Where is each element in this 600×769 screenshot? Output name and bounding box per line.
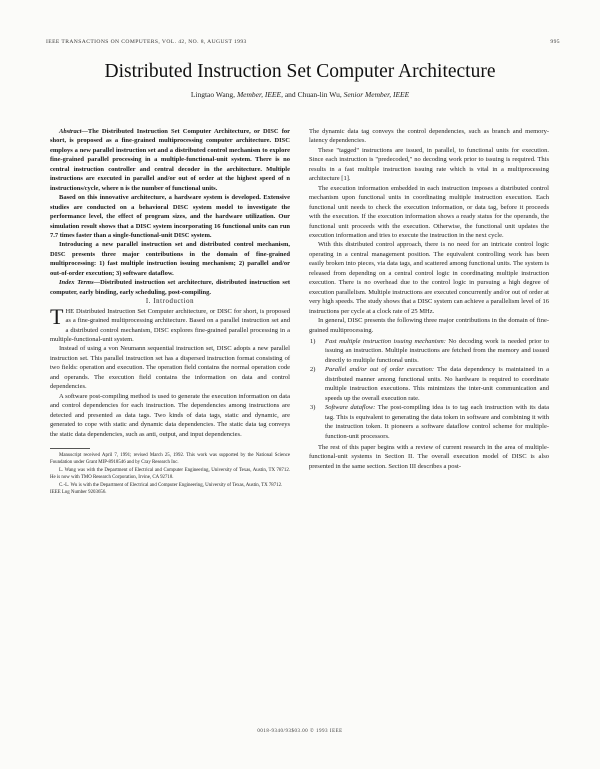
drop-cap: T (50, 303, 64, 329)
body-paragraph-2: These "tagged" instructions are issued, in parallel, to functional units for execution. Since each instruction is "predecoded," no decoding work prior to issuing is required. This results in a fast multiple instruction issuing rate which is vital in a multiprocessing architecture [1]. (309, 146, 549, 183)
page-number: 995 (550, 39, 560, 45)
author-2-role: Senior Member, IEEE (343, 90, 410, 99)
contribution-item (309, 365, 549, 403)
contribution-text: The post-compiling idea is to tag each instruction with its data tag. This is equivalent to generating the data token in software and combining it with the instruction token. It pioneers a software dataflow control scheme for multiple-function-unit processors. (325, 404, 549, 440)
footnote-author-2: C.-L. Wu is with the Department of Electrical and Computer Engineering, University of Texas, Austin, TX 78712. (59, 482, 283, 488)
contribution-lead: Fast multiple instruction issuing mechanism: (325, 337, 446, 345)
intro-paragraph-2: Instead of using a von Neumann sequential instruction set, DISC adopts a new parallel instruction set. This parallel instruction set has a dispersed instruction format consisting of two fields: operation and execution. The operation field contains the normal operation code and operands. The execution field contains the information on data and control dependencies. (50, 345, 290, 391)
contribution-number: 3) (310, 404, 316, 412)
intro-paragraph-1 (50, 303, 290, 345)
body-paragraph-6: The rest of this paper begins with a review of current research in the area of multiple-functional-unit systems in Section II. The overall execution model of DISC is also presented in the same section. Section III describes a post- (309, 443, 549, 470)
index-terms-text: Distributed instruction set architecture, distributed instruction set computer, early binding, early scheduling, post-compiling. (50, 279, 291, 296)
contribution-text: The data dependency is maintained in a distributed manner among functional units. No hardware is required to coordinate multiple instruction executions. This minimizes the inter-unit communication and speeds up the overall execution rate. (325, 366, 549, 402)
abstract-paragraph-3: Introducing a new parallel instruction set and distributed control mechanism, DISC presents three major contributions in the domain of fine-grained multiprocessing: 1) fast multiple instruction issuing mechanism; 2) parallel and/or out-of-order execution; 3) software dataflow. (50, 241, 290, 277)
contribution-item (309, 403, 549, 441)
contribution-number: 1) (310, 337, 316, 345)
author-2-name: Chuan-lin Wu, (297, 90, 342, 99)
abstract-label: Abstract— (59, 128, 88, 135)
contribution-text: No decoding work is needed prior to issuing an instruction. Multiple instructions are fetched from the memory and issued directly to multiple functional units. (325, 337, 550, 364)
body-paragraph-3: The execution information embedded in each instruction imposes a distributed control mechanism upon functional units in coordinating multiple instruction execution. Each functional unit needs to check the execution information, or data tag, before it proceeds with the execution. If the execution information shows a ready status for the operands, the functional unit proceeds with the execution. Otherwise, the functional unit updates the execution information and tries to execute the instruction in the next cycle. (309, 184, 549, 239)
body-paragraph-1: The dynamic data tag conveys the control dependencies, such as branch and memory-latency dependencies. (309, 128, 549, 145)
footnote-author-1: L. Wang was with the Department of Electrical and Computer Engineering, University of Texas, Austin, TX 78712. He is now with TMO Research Corporation, Irvine, CA 92718. (50, 467, 290, 481)
copyright-line: 0018-9340/93$03.00 © 1993 IEEE (257, 729, 343, 734)
contribution-lead: Software dataflow: (325, 404, 376, 412)
body-paragraph-5: In general, DISC presents the following three major contributions in the domain of fine-grained multiprocessing. (309, 317, 549, 334)
footnote-divider (50, 448, 90, 449)
author-1-name: Lingtao Wang, (190, 90, 236, 99)
running-head (46, 39, 560, 45)
contribution-lead: Parallel and/or out of order execution: (325, 366, 434, 374)
body-paragraph-4: With this distributed control approach, there is no need for an intricate control logic operating in a central management position. The equivalent controlling work has been easily broken into pieces, via data tags, and scattered among functional units. The system is released from depending on a central control logic in coordinating multiple instruction execution. There is no overhead due to the control logic in pursuing a high degree of execution parallelism. Multiple instructions are executed concurrently and/or out of order at very high speeds. The study shows that a DISC system can achieve a parallelism level of 16 instructions per cycle at a clock rate of 25 MHz. (309, 241, 549, 315)
contribution-item (309, 337, 549, 365)
author-conjunction: and (284, 90, 296, 99)
abstract-paragraph-1 (50, 127, 290, 193)
index-terms-label: Index Terms— (59, 279, 101, 287)
author-1-role: Member, IEEE, (236, 90, 283, 99)
section-heading-introduction: I. Introduction (145, 298, 195, 306)
journal-citation: IEEE TRANSACTIONS ON COMPUTERS, VOL. 42, NO. 8, AUGUST 1993 (46, 39, 247, 45)
footnote-received: Manuscript received April 7, 1991; revised March 25, 1992. This work was supported by the National Science Foundation under Grant MIP-8918546 and by Cray Research Inc. (50, 452, 290, 466)
abstract-text-1: The Distributed Instruction Set Computer Architecture, or DISC for short, is proposed as a fine-grained multiprocessing computer architecture. DISC employs a new parallel instruction set and a distributed control mechanism to explore fine-grained parallel processing in a multiple-functional-unit system. There is no central instruction controller and central decoder in the architecture. Multiple instructions are executed in parallel and/or out of order at the highest speed of n instructions/cycle, where n is the number of functional units. (50, 128, 290, 192)
right-column (309, 127, 549, 471)
footnote-ieee-log: IEEE Log Number 9203656. (50, 489, 107, 495)
contribution-number: 2) (310, 366, 316, 374)
intro-text-1: HE Distributed Instruction Set Computer architecture, or DISC for short, is proposed as a fine-grained multiprocessing architecture. Based on a parallel instruction set and a distributed control mechanism, DISC explores fine-grained parallel processing in a multiple-functional-unit system. (50, 307, 290, 343)
index-terms (50, 278, 290, 297)
author-line (0, 90, 600, 99)
left-column (50, 127, 290, 496)
abstract-paragraph-2: Based on this innovative architecture, a hardware system is developed. Extensive studies are conducted on a behavioral DISC system model to investigate the performance level, the effect of program sizes, and the hardware utilization. Our simulation result shows that a DISC system incorporating 16 functional units can run 7.7 times faster than a single-functional-unit DISC system. (50, 194, 290, 239)
paper-title: Distributed Instruction Set Computer Architecture (104, 61, 496, 82)
intro-paragraph-3: A software post-compiling method is used to generate the execution information on data and control dependencies for each instruction. The dependencies among instructions are detected and presented as data tags. Two kinds of data tags, static and dynamic, are generated to cope with static and dynamic data dependencies. The static data tag conveys the static data dependencies, such as anti, output, and input dependencies. (50, 392, 290, 438)
contribution-list (309, 337, 549, 441)
